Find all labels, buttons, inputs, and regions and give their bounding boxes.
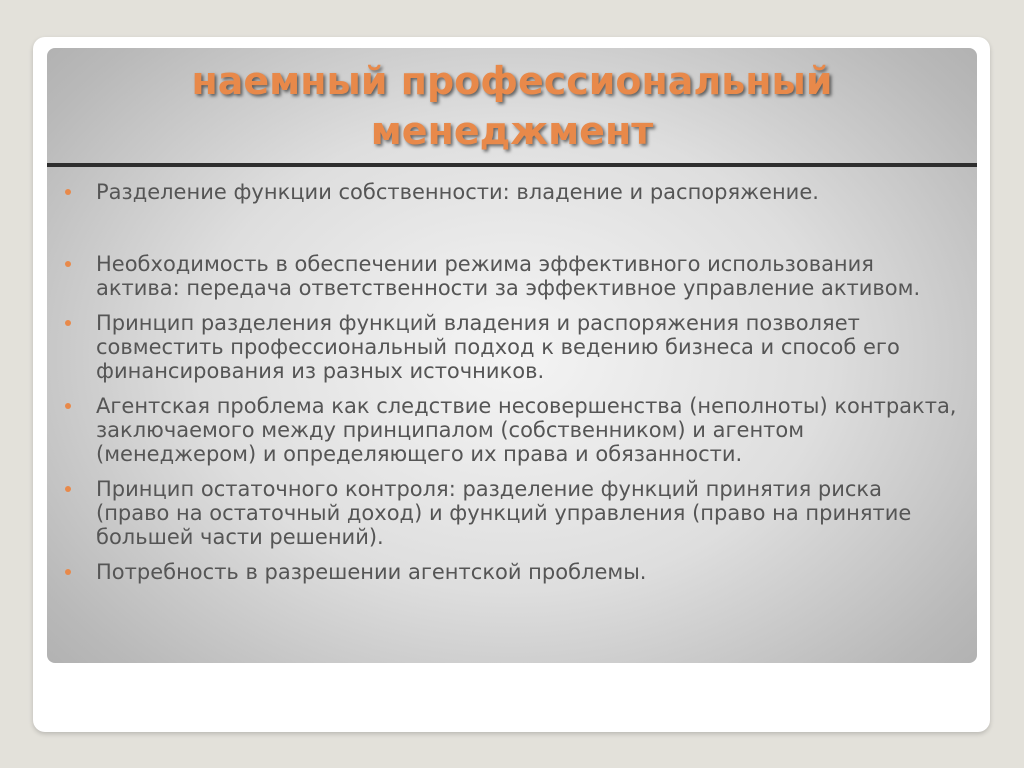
bullet-text: Необходимость в обеспечении режима эффективного использования актива: передача ответственности за эффективное управление активом. xyxy=(96,252,921,300)
slide-title-line-2: менеджмент xyxy=(370,109,654,153)
bullet-item xyxy=(47,311,977,383)
bullet-text: Принцип разделения функций владения и распоряжения позволяет совместить профессиональный подход к ведению бизнеса и способ его финансирования из разных источников. xyxy=(96,311,900,383)
bullet-dot-icon xyxy=(65,261,71,267)
bullet-text: Разделение функции собственности: владение и распоряжение. xyxy=(96,180,819,204)
bullet-dot-icon xyxy=(65,569,71,575)
bullet-item xyxy=(47,477,977,549)
bullet-list xyxy=(47,180,977,595)
bullet-text: Принцип остаточного контроля: разделение функций принятия риска (право на остаточный доход) и функций управления (право на принятие большей части решений). xyxy=(96,477,912,549)
bullet-item xyxy=(47,180,977,204)
content-panel xyxy=(47,48,977,663)
slide-title-line-1: наемный профессиональный xyxy=(191,59,833,103)
bullet-dot-icon xyxy=(65,403,71,409)
bullet-dot-icon xyxy=(65,320,71,326)
bullet-dot-icon xyxy=(65,486,71,492)
bullet-text: Потребность в разрешении агентской проблемы. xyxy=(96,560,647,584)
title-divider xyxy=(47,163,977,167)
bullet-item xyxy=(47,252,977,300)
slide-title xyxy=(47,56,977,156)
bullet-item xyxy=(47,394,977,466)
bullet-item xyxy=(47,560,977,584)
bullet-text: Агентская проблема как следствие несовершенства (неполноты) контракта, заключаемого между принципалом (собственником) и агентом (менеджером) и определяющего их права и обязанности. xyxy=(96,394,957,466)
bullet-dot-icon xyxy=(65,189,71,195)
